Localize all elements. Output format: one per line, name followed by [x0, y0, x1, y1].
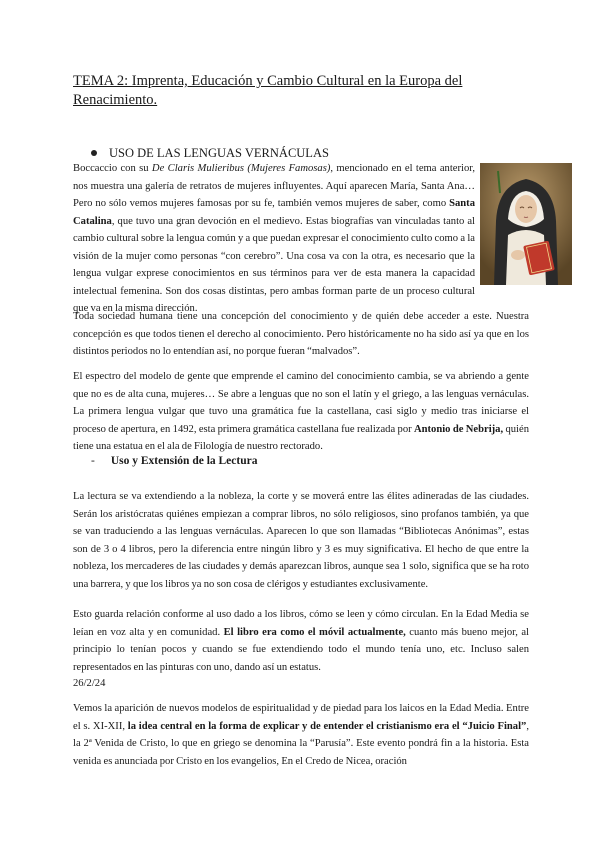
p1-santa-catalina: Santa Catalina — [73, 198, 475, 227]
p5-bold-phrase: El libro era como el móvil actualmente, — [223, 626, 406, 638]
santa-catalina-portrait — [480, 163, 572, 285]
paragraph-society: Toda sociedad humana tiene una concepción del conocimiento y de quién debe acceder a este. Nuestra concepción es que todos tienen el derecho al conocimiento. Pero históricamente no ha sido así ya que en los distintos periodos no lo entendían así, no porque fueran “malvados”. — [73, 311, 529, 357]
paragraph-spirituality — [73, 700, 529, 770]
section-heading-reading — [91, 455, 257, 467]
p3-antonio-de-nebrija: Antonio de Nebrija, — [413, 423, 504, 435]
p3-text-a: El espectro del modelo de gente que emprende el camino del conocimiento cambia, se va abriendo a gente que no es de alta cuna, mujeres… Se abre a lenguas que no son el latín y el griego, a las lenguas vernáculas. La primera lengua vulgar que tuvo una gramática fue la castellana, casi siglo y medio tras iniciarse el proceso de apertura, en 1492, esta primera gramática castellana fue realizada por — [73, 371, 529, 435]
p1-text-c: , que tuvo una gran devoción en el medievo. Estas biografías van vinculadas tanto al cambio cultural sobre la lengua común y a que puedan expresar el conocimiento culto como a la visión de la mujer como personas “con cerebro”. Una cosa va con la otra, es necesario que la lengua vulgar exprese conocimientos en sus términos para ver de esta manera la capacidad intelectual femenina. Son dos cosas distintas, pero ambas forman parte de un proceso cultural que va en la misma dirección. — [73, 215, 475, 314]
p1-book-title: De Claris Mulieribus (Mujeres Famosas) — [151, 163, 331, 174]
p1-text-b: , mencionado en el tema anterior, nos muestra una galería de retratos de mujeres influyentes. Aquí aparecen María, Santa Ana… Pero no sólo vemos mujeres famosas por su fe, también vemos mujeres de saber, como — [73, 163, 475, 209]
paragraph-book-use — [73, 606, 529, 676]
subsection-heading-text: Uso y Extensión de la Lectura — [110, 455, 258, 467]
p6-text-a: Vemos la aparición de nuevos modelos de espiritualidad y de piedad para los laicos en la Edad Media. Entre el s. XI-XII, — [73, 703, 529, 732]
p1-text-a: Boccaccio con su — [73, 163, 152, 174]
portrait-image — [480, 163, 572, 285]
p3-text-b: quién tiene una estatua en el ala de Filología de nuestro rectorado. — [73, 423, 529, 452]
bullet-dot-icon — [91, 150, 97, 156]
section-heading-text: USO DE LAS LENGUAS VERNÁCULAS — [109, 146, 329, 160]
p6-bold-phrase: la idea central en la forma de explicar y de entender el cristianismo era el “Juicio Final” — [127, 720, 527, 732]
date-label: 26/2/24 — [73, 678, 106, 689]
p5-text-a: Esto guarda relación conforme al uso dado a los libros, cómo se leen y cómo circulan. En la Edad Media se leían en voz alta y en comunidad. — [73, 609, 529, 638]
page-title: TEMA 2: Imprenta, Educación y Cambio Cultural en la Europa del Renacimiento. — [73, 73, 463, 108]
p5-text-b: cuanto más bueno mejor, al principio lo tenían pocos y cuando se fue extendiendo todo el mundo tenía uno, etc. Incluso salen representados en las pinturas con uno, dando así un estatus. — [73, 626, 530, 673]
dash-marker: - — [91, 455, 95, 467]
paragraph-boccaccio — [73, 160, 475, 318]
paragraph-nebrija — [73, 368, 529, 456]
paragraph-reading-spread: La lectura se va extendiendo a la nobleza, la corte y se moverá entre las élites adineradas de las ciudades. Serán los aristócratas quiénes empiezan a comprar libros, no sólo religiosos, sino profanos también, ya que se van traduciendo a las lenguas vernáculas. Aparecen lo que son llamadas “Bibliotecas Anónimas”, estas son de 3 o 4 libros, pero la diferencia entre ningún libro y 3 es muy significativa. El hecho de que entre la nobleza, los mercaderes de las ciudades y demás aparezcan libros, aunque sea 1 solo, significa que se ha roto una barrera, y que los libros ya no son cosa de clérigos y estudiantes exclusivamente. — [73, 491, 529, 590]
p6-text-b: , la 2ª Venida de Cristo, lo que en griego se denomina la “Parusía”. Este evento pondrá fin a la historia. Esta venida es anunciada por Cristo en los evangelios, En el Credo de Nicea, oración — [73, 720, 529, 767]
section-heading-vernacular — [91, 146, 329, 161]
